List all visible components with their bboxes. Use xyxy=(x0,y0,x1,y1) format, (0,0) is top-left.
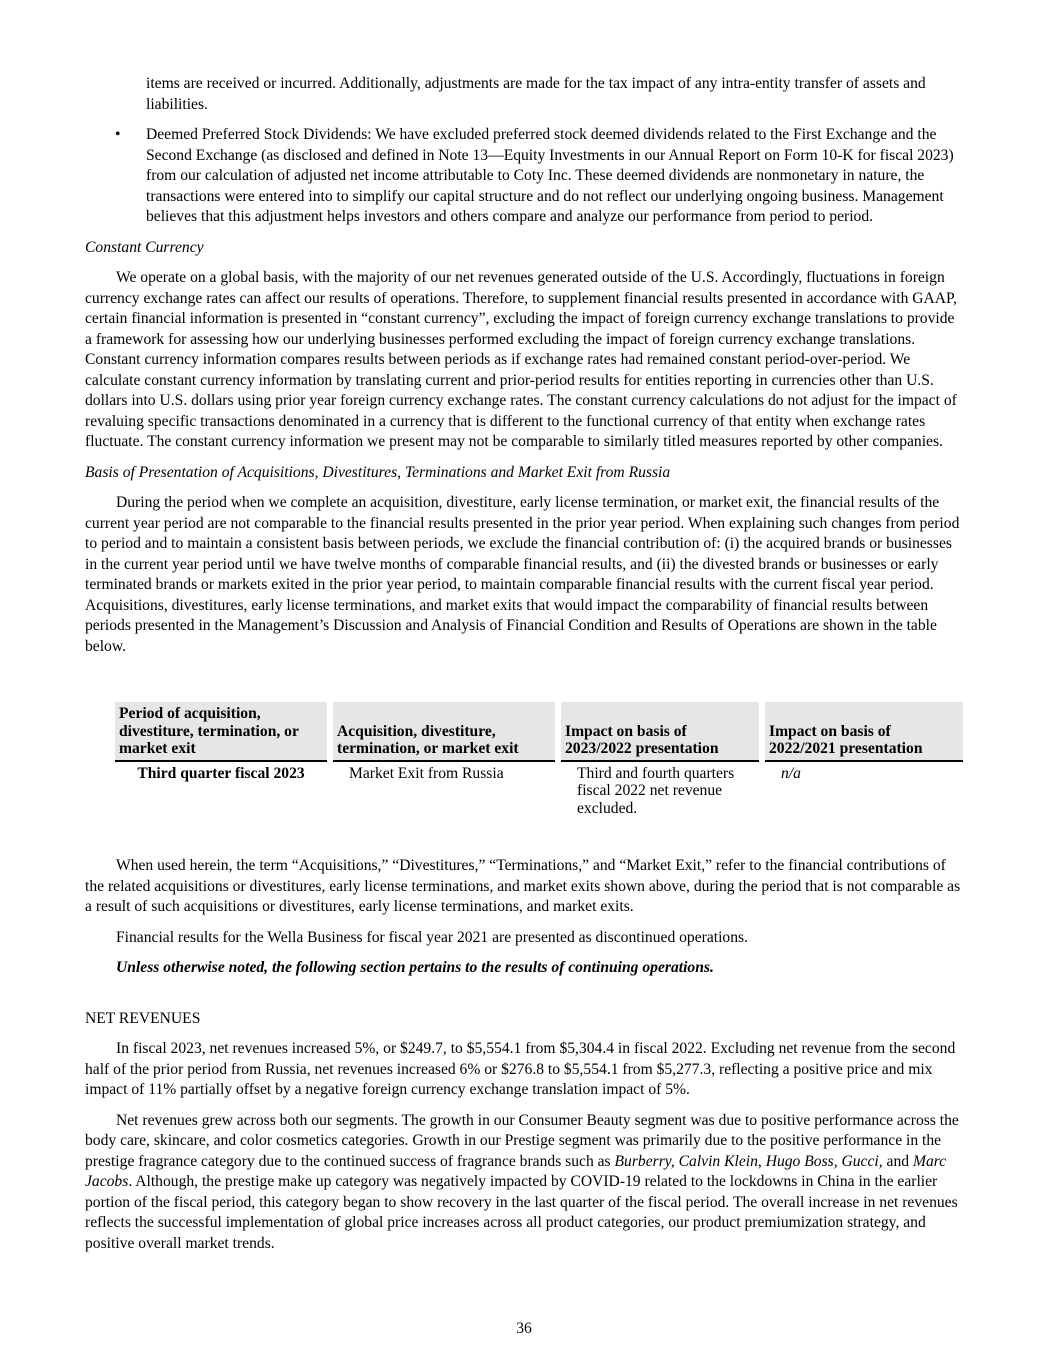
table-cell-event: Market Exit from Russia xyxy=(349,764,504,782)
wella-paragraph: Financial results for the Wella Business for fiscal year 2021 are presented as discontinued operations. xyxy=(116,928,748,946)
para2-text-a: Net revenues grew across both our segments. The growth in our Consumer Beauty segment was due to positive performance across the body care, skincare, and color cosmetics categories. Growth in our Prestige segment was primarily due to the positive performance in the prestige fragrance category due to the continued success of fragrance brands such as xyxy=(85,1111,959,1170)
para2-and: and xyxy=(882,1152,913,1170)
bullet-text: Deemed Preferred Stock Dividends: We have excluded preferred stock deemed dividends related to the First Exchange and the Second Exchange (as disclosed and defined in Note 13—Equity Investments in our Annual Report on Form 10-K for fiscal 2023) from our calculation of adjusted net income attributable to Coty Inc. These deemed dividends are nonmonetary in nature, the transactions were entered into to simplify our capital structure and do not reflect our underlying ongoing business. Management believes that this adjustment helps investors and others compare and analyze our performance from period to period. xyxy=(146,126,954,225)
table-cell-period: Third quarter fiscal 2023 xyxy=(137,764,305,782)
basis-paragraph: During the period when we complete an acquisition, divestiture, early license termination, or market exit, the financial results of the current year period are not comparable to the financial results presented in the prior year period. When explaining such changes from period to period and to maintain a consistent basis between periods, we exclude the financial contribution of: (i) the acquired brands or businesses in the current year period until we have twelve months of comparable financial results, and (ii) the divested brands or businesses or early terminated brands or markets exited in the prior year period, to maintain comparable financial results with the current fiscal year period. Acquisitions, divestitures, early license terminations, and market exits that would impact the comparability of financial results between periods presented in the Management’s Discussion and Analysis of Financial Condition and Results of Operations are shown in the table below. xyxy=(85,494,960,655)
table-row xyxy=(115,762,963,818)
para2-brands: Burberry, Calvin Klein, Hugo Boss, Gucci, xyxy=(614,1152,883,1170)
table-header-period: Period of acquisition, divestiture, termination, or market exit xyxy=(115,702,327,762)
acquisitions-table xyxy=(115,702,963,817)
page-number: 36 xyxy=(516,1320,532,1337)
table-header-row xyxy=(115,702,963,762)
para2-brand-last: Marc Jacobs xyxy=(85,1152,947,1190)
para2-text-b: . Although, the prestige make up category was negatively impacted by COVID-19 related to the lockdowns in China in the earlier portion of the fiscal period, this category began to show recovery in the last quarter of the fiscal period. The overall increase in net revenues reflects the successful implementation of global price increases across all product categories, our product premiumization strategy, and positive overall market trends. xyxy=(85,1173,958,1252)
section-heading-net-revenues: NET REVENUES xyxy=(85,1009,201,1027)
continuing-operations-note: Unless otherwise noted, the following section pertains to the results of continuing operations. xyxy=(116,959,714,976)
table-header-impact-2023: Impact on basis of 2023/2022 presentation xyxy=(561,702,759,762)
terms-paragraph: When used herein, the term “Acquisitions,” “Divestitures,” “Terminations,” and “Market Exit,” refer to the financial contributions of the related acquisitions or divestitures, early license terminations, and market exits shown above, during the period that is not comparable as a result of such acquisitions or divestitures, early license terminations, and market exits. xyxy=(85,857,961,915)
net-revenues-paragraph-2 xyxy=(85,1111,965,1255)
table-cell-impact-2023: Third and fourth quarters fiscal 2022 net revenue excluded. xyxy=(577,764,735,817)
net-revenues-paragraph-1: In fiscal 2023, net revenues increased 5%, or $249.7, to $5,554.1 from $5,304.4 in fiscal 2022. Excluding net revenue from the second half of the prior period from Russia, net revenues increased 6% or $276.8 to $5,554.1 from $5,277.3, reflecting a positive price and mix impact of 11% partially offset by a negative foreign currency exchange translation impact of 5%. xyxy=(85,1040,956,1098)
constant-currency-paragraph: We operate on a global basis, with the majority of our net revenues generated outside of the U.S. Accordingly, fluctuations in foreign currency exchange rates can affect our results of operations. Therefore, to supplement financial results presented in accordance with GAAP, certain financial information is presented in “constant currency”, excluding the impact of foreign currency exchange translations to provide a framework for assessing how our underlying businesses performed excluding the impact of foreign currency exchange translations. Constant currency information compares results between periods as if exchange rates had remained constant period-over-period. We calculate constant currency information by translating current and prior-period results for entities reporting in currencies other than U.S. dollars into U.S. dollars using prior year foreign currency exchange rates. The constant currency calculations do not adjust for the impact of revaluing specific transactions denominated in a currency that is different to the functional currency of that entity when exchange rates fluctuate. The constant currency information we present may not be comparable to similarly titled measures reported by other companies. xyxy=(85,269,957,450)
table-header-impact-2022: Impact on basis of 2022/2021 presentation xyxy=(765,702,963,762)
bullet-icon: • xyxy=(115,126,121,143)
bullet-item-deemed-dividends xyxy=(85,125,965,228)
table-cell-impact-2022: n/a xyxy=(781,764,801,782)
section-heading-basis-of-presentation: Basis of Presentation of Acquisitions, Divestitures, Terminations and Market Exit from Russia xyxy=(85,463,671,481)
continued-paragraph: items are received or incurred. Additionally, adjustments are made for the tax impact of any intra-entity transfer of assets and liabilities. xyxy=(146,75,926,113)
document-page xyxy=(85,74,965,1264)
table-header-event: Acquisition, divestiture, termination, or market exit xyxy=(333,702,555,762)
section-heading-constant-currency: Constant Currency xyxy=(85,238,204,256)
